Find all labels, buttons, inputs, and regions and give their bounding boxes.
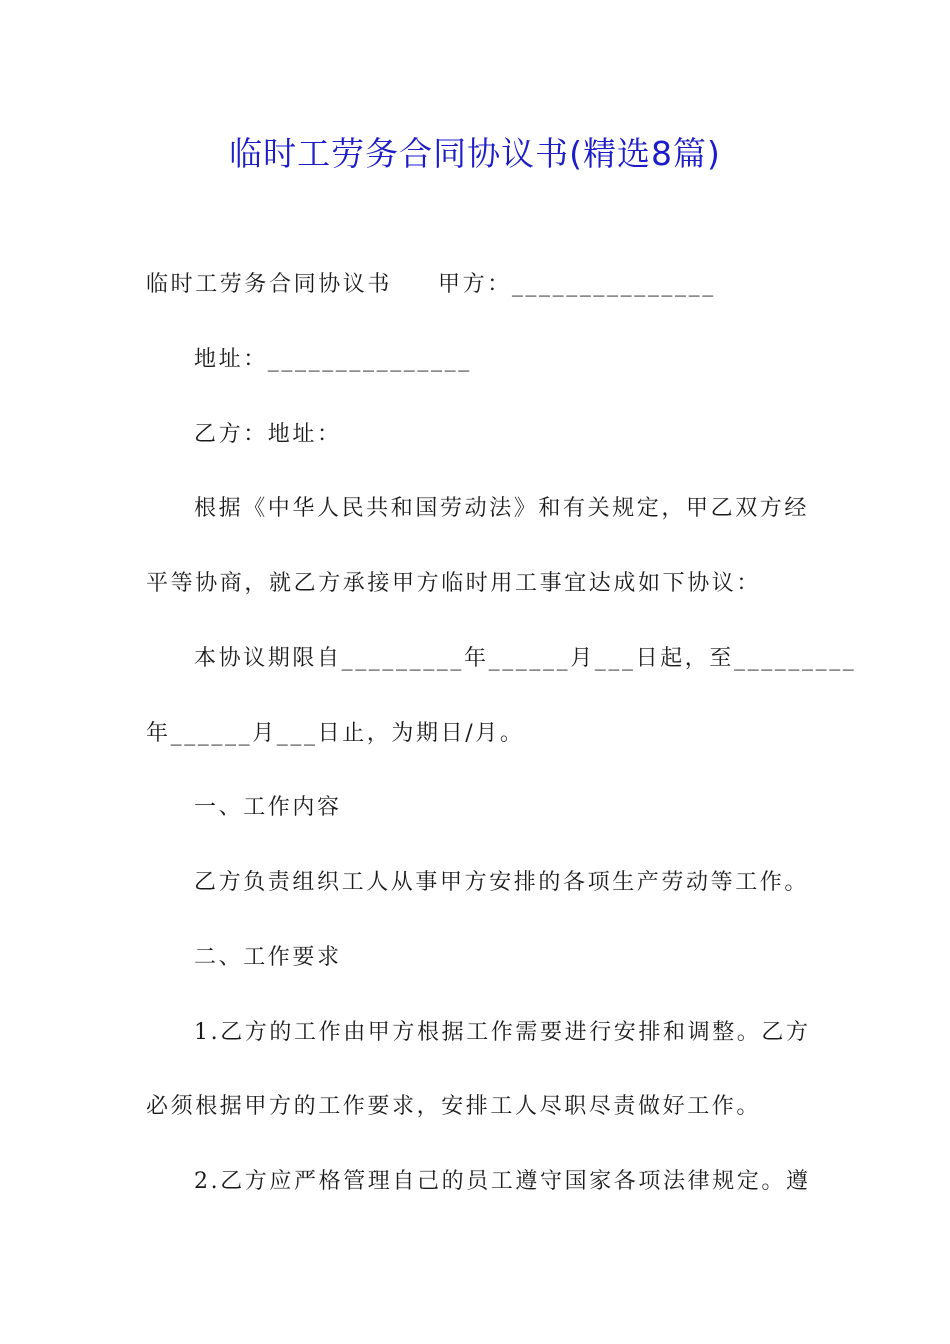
document-heading: 临时工劳务合同协议书: [146, 272, 393, 297]
paragraph-line: 乙方负责组织工人从事甲方安排的各项生产劳动等工作。: [194, 870, 810, 895]
party-a-field: 甲方：_______________: [438, 272, 716, 297]
document-title: 临时工劳务合同协议书(精选8篇): [229, 134, 721, 173]
section-heading: 二、工作要求: [194, 945, 342, 970]
paragraph-line: 根据《中华人民共和国劳动法》和有关规定，甲乙双方经: [194, 496, 810, 521]
paragraph-line: 平等协商，就乙方承接甲方临时用工事宜达成如下协议：: [146, 571, 762, 596]
section-heading: 一、工作内容: [194, 795, 342, 820]
party-b-field: 乙方：地址：: [194, 422, 342, 447]
paragraph-line: 1.乙方的工作由甲方根据工作需要进行安排和调整。乙方: [194, 1020, 811, 1045]
paragraph-line: 必须根据甲方的工作要求，安排工人尽职尽责做好工作。: [146, 1094, 762, 1119]
address-field: 地址：_______________: [194, 347, 472, 372]
paragraph-line: 本协议期限自_________年______月___日起，至_________: [194, 646, 857, 671]
paragraph-line: 年______月___日止，为期日/月。: [146, 721, 525, 746]
header-line: [146, 270, 716, 300]
paragraph-line: 2.乙方应严格管理自己的员工遵守国家各项法律规定。遵: [194, 1169, 811, 1194]
